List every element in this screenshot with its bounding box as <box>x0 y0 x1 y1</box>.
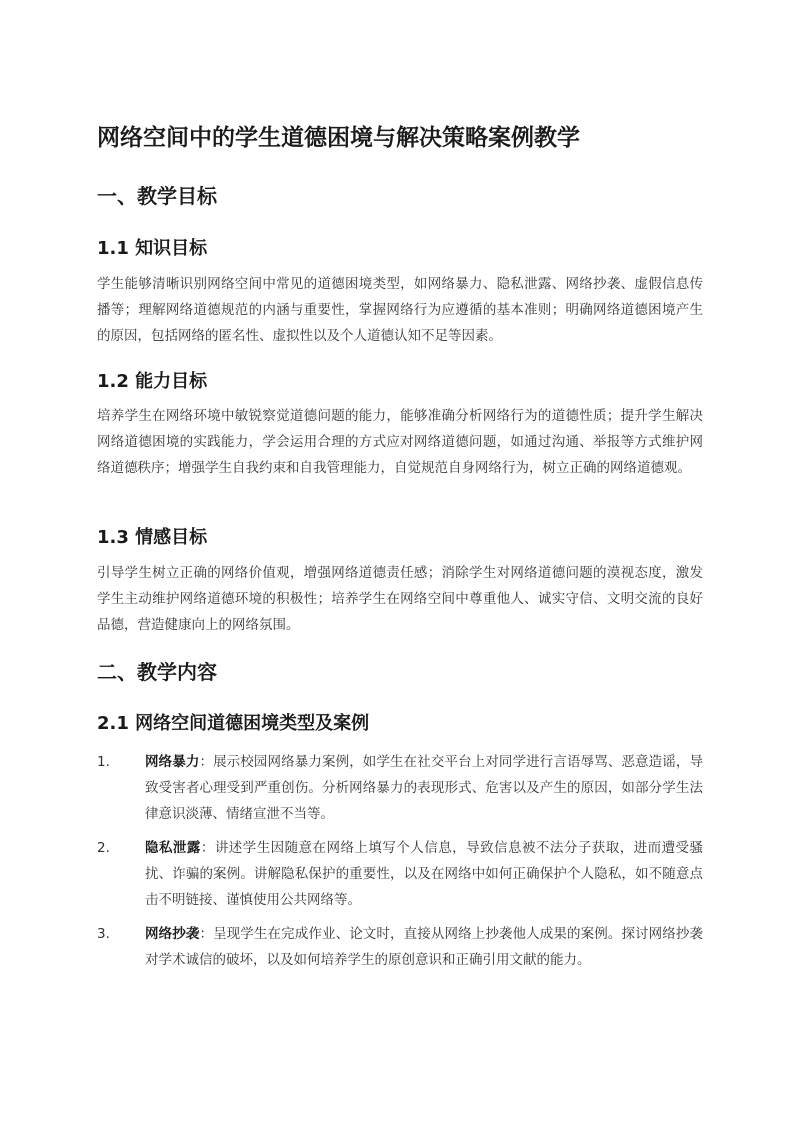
paragraph-ability-goals: 培养学生在网络环境中敏锐察觉道德问题的能力，能够准确分析网络行为的道德性质；提升学生解决网络道德困境的实践能力，学会运用合理的方式应对网络道德问题，如通过沟通、举报等方式维护网络道德秩序；增强学生自我约束和自我管理能力，自觉规范自身网络行为，树立正确的网络道德观。 <box>97 408 703 476</box>
list-number: 2. <box>97 840 110 856</box>
list-item-plagiarism <box>97 921 703 973</box>
subheading-ability-goals: 1.2 能力目标 <box>97 371 208 392</box>
item-description: ：呈现学生在完成作业、论文时，直接从网络上抄袭他人成果的案例。探讨网络抄袭对学术诚信的破坏，以及如何培养学生的原创意识和正确引用文献的能力。 <box>145 926 704 968</box>
dilemma-case-list <box>97 749 703 973</box>
paragraph-emotion-goals: 引导学生树立正确的网络价值观，增强网络道德责任感；消除学生对网络道德问题的漠视态度，激发学生主动维护网络道德环境的积极性；培养学生在网络空间中尊重他人、诚实守信、文明交流的良好品德，营造健康向上的网络氛围。 <box>97 565 703 633</box>
term-cyber-violence: 网络暴力 <box>145 754 200 770</box>
subheading-knowledge-goals: 1.1 知识目标 <box>97 238 208 259</box>
list-item-cyber-violence <box>97 749 703 827</box>
section-heading-teaching-goals: 一、教学目标 <box>97 184 217 208</box>
term-privacy-leak: 隐私泄露 <box>145 840 201 856</box>
list-number: 1. <box>97 754 110 770</box>
subheading-dilemma-types: 2.1 网络空间道德困境类型及案例 <box>97 713 370 734</box>
item-description: ：讲述学生因随意在网络上填写个人信息，导致信息被不法分子获取，进而遭受骚扰、诈骗的案例。讲解隐私保护的重要性，以及在网络中如何正确保护个人隐私，如不随意点击不明链接、谨慎使用公共网络等。 <box>145 840 704 908</box>
paragraph-knowledge-goals: 学生能够清晰识别网络空间中常见的道德困境类型，如网络暴力、隐私泄露、网络抄袭、虚假信息传播等；理解网络道德规范的内涵与重要性，掌握网络行为应遵循的基本准则；明确网络道德困境产生的原因，包括网络的匿名性、虚拟性以及个人道德认知不足等因素。 <box>97 276 703 344</box>
section-heading-teaching-content: 二、教学内容 <box>97 660 217 684</box>
item-description: ：展示校园网络暴力案例，如学生在社交平台上对同学进行言语辱骂、恶意造谣，导致受害者心理受到严重创伤。分析网络暴力的表现形式、危害以及产生的原因，如部分学生法律意识淡薄、情绪宣泄不当等。 <box>145 754 704 822</box>
term-plagiarism: 网络抄袭 <box>145 926 200 942</box>
subheading-emotion-goals: 1.3 情感目标 <box>97 527 208 548</box>
list-item-privacy-leak <box>97 835 703 913</box>
document-title: 网络空间中的学生道德困境与解决策略案例教学 <box>97 125 580 151</box>
list-number: 3. <box>97 926 110 942</box>
